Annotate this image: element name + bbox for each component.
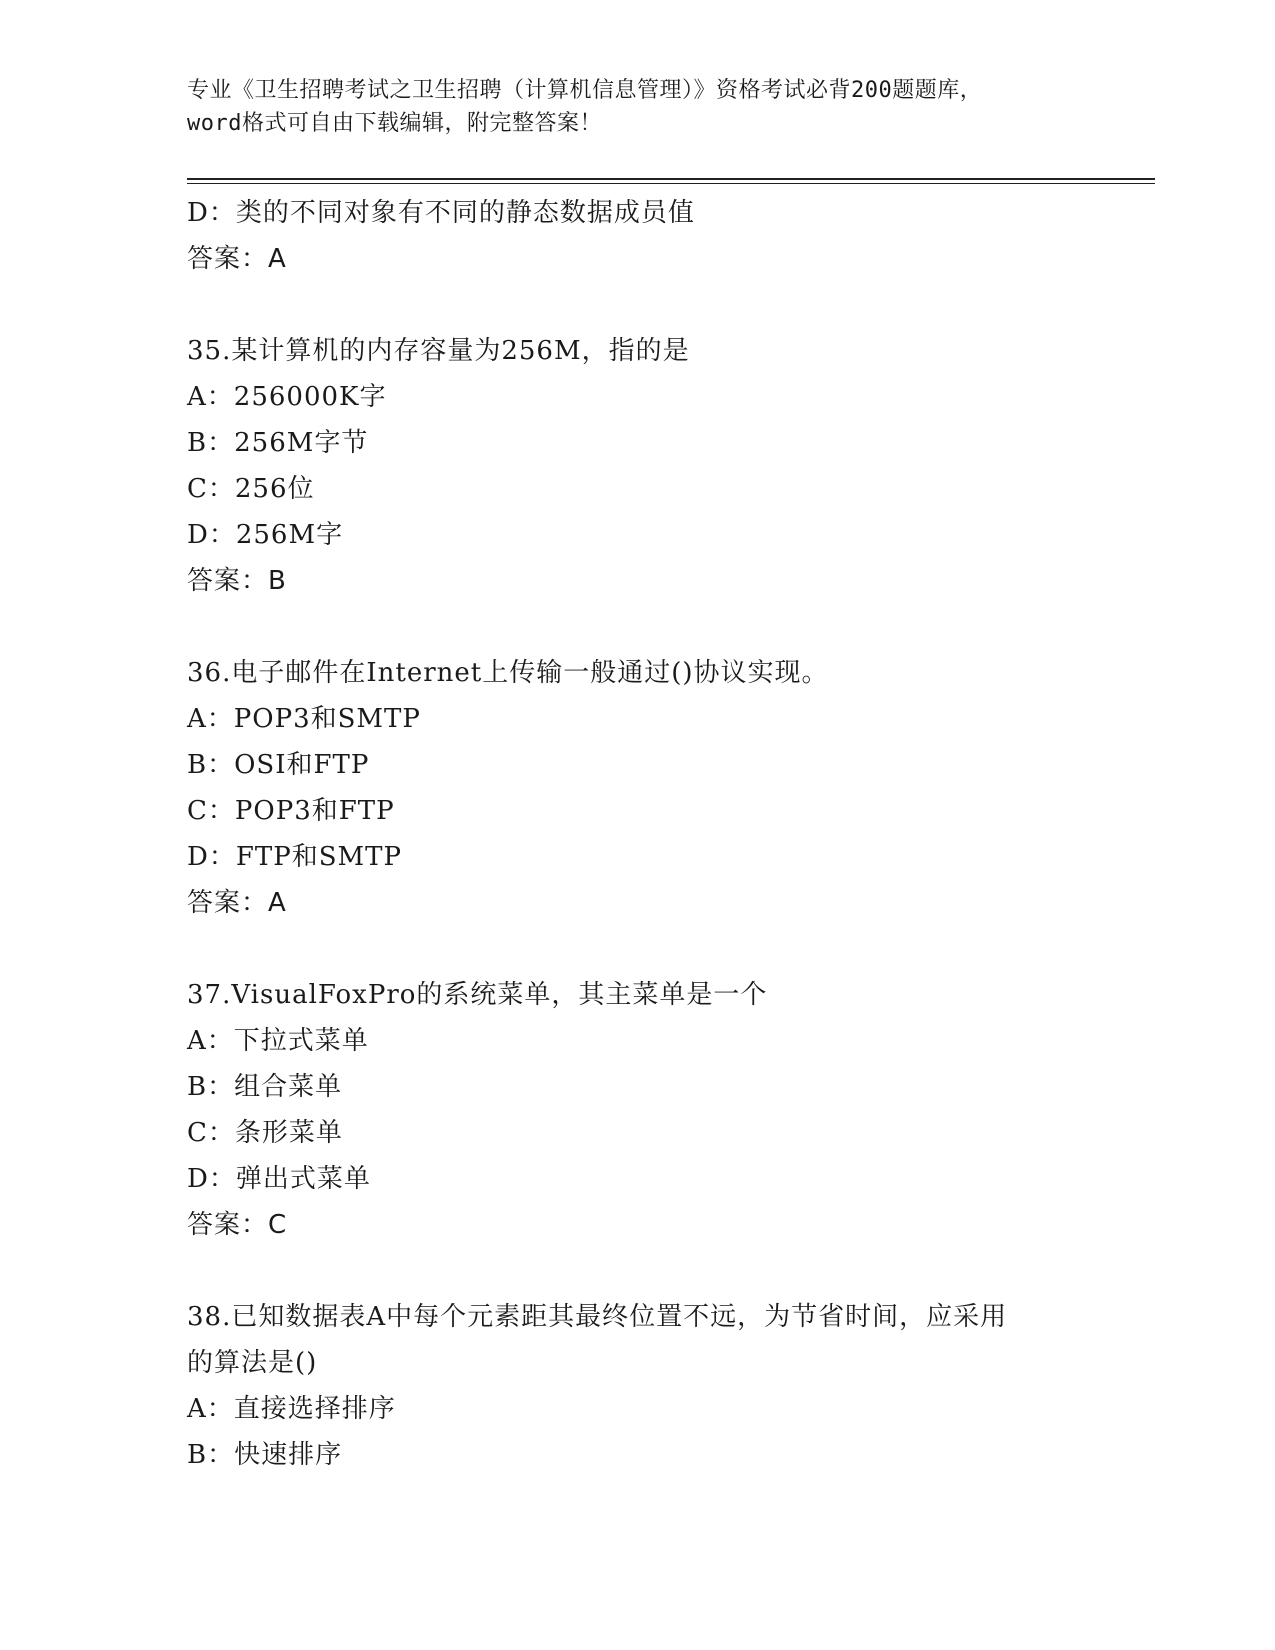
header-divider-thin — [187, 183, 1155, 184]
option-a: A：256000K字 — [187, 382, 387, 412]
question-38 — [187, 1294, 1107, 1478]
header-divider-thick — [187, 178, 1155, 180]
option-d: D：256M字 — [187, 520, 344, 550]
answer: 答案：C — [187, 1210, 288, 1240]
spacer — [187, 282, 1107, 328]
question-stem-line1: 38.已知数据表A中每个元素距其最终位置不远，为节省时间，应采用 — [187, 1302, 1008, 1332]
carryover-option-d: D：类的不同对象有不同的静态数据成员值 — [187, 198, 695, 228]
question-37 — [187, 972, 1107, 1248]
answer: 答案：A — [187, 888, 287, 918]
question-35 — [187, 328, 1107, 604]
question-stem: 37.VisualFoxPro的系统菜单，其主菜单是一个 — [187, 980, 768, 1010]
option-b: B：组合菜单 — [187, 1072, 343, 1102]
option-c: C：256位 — [187, 474, 315, 504]
spacer — [187, 604, 1107, 650]
question-stem: 36.电子邮件在Internet上传输一般通过()协议实现。 — [187, 658, 829, 688]
option-c: C：POP3和FTP — [187, 796, 395, 826]
header-title-line2: word格式可自由下载编辑，附完整答案！ — [187, 111, 602, 136]
spacer — [187, 926, 1107, 972]
question-content — [187, 190, 1107, 1478]
question-36 — [187, 650, 1107, 926]
answer: 答案：B — [187, 566, 287, 596]
question-stem-line2: 的算法是() — [187, 1348, 318, 1378]
option-b: B：快速排序 — [187, 1440, 343, 1470]
option-a: A：POP3和SMTP — [187, 704, 421, 734]
option-b: B：256M字节 — [187, 428, 369, 458]
carryover-answer: 答案：A — [187, 244, 287, 274]
option-c: C：条形菜单 — [187, 1118, 343, 1148]
option-d: D：弹出式菜单 — [187, 1164, 371, 1194]
option-b: B：OSI和FTP — [187, 750, 370, 780]
option-a: A：直接选择排序 — [187, 1394, 396, 1424]
question-stem: 35.某计算机的内存容量为256M，指的是 — [187, 336, 690, 366]
spacer — [187, 1248, 1107, 1294]
option-a: A：下拉式菜单 — [187, 1026, 369, 1056]
option-d: D：FTP和SMTP — [187, 842, 402, 872]
header-title-line1: 专业《卫生招聘考试之卫生招聘（计算机信息管理）》资格考试必背200题题库， — [187, 78, 983, 103]
document-header — [187, 74, 1087, 140]
